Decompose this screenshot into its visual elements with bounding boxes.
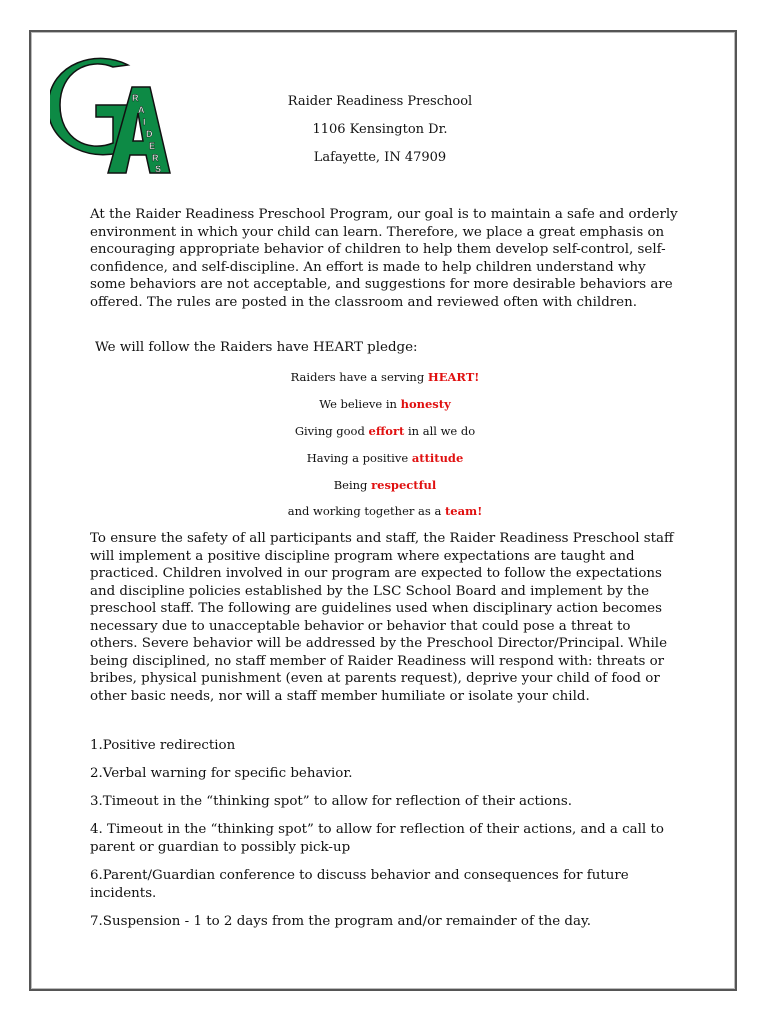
pledge-line: and working together as a team! <box>287 504 483 518</box>
pledge-highlight: attitude <box>411 451 464 465</box>
school-city: Lafayette, IN 47909 <box>313 150 447 165</box>
logo-letter: D <box>146 129 153 139</box>
logo-letter: E <box>149 141 156 151</box>
discipline-step: 3.Timeout in the “thinking spot” to allow for reflection of their actions. <box>90 794 572 809</box>
pledge-line: Raiders have a serving HEART! <box>290 370 480 384</box>
school-address: 1106 Kensington Dr. <box>312 122 448 137</box>
logo-letter: S <box>155 164 162 174</box>
logo-letter: A <box>138 105 145 115</box>
pledge-line: Being respectful <box>333 478 437 492</box>
discipline-step: 4. Timeout in the “thinking spot” to allow for reflection of their actions, and a call to parent or guardian to possibly pick-up <box>90 822 664 855</box>
pledge-line: Giving good effort in all we do <box>294 424 476 438</box>
discipline-step: 7.Suspension - 1 to 2 days from the program and/or remainder of the day. <box>90 914 591 929</box>
pledge-highlight: effort <box>368 424 405 438</box>
logo-letter: R <box>152 153 159 163</box>
pledge-highlight: respectful <box>371 478 437 492</box>
school-header <box>190 92 570 176</box>
pledge-line: Having a positive attitude <box>306 451 464 465</box>
pledge-highlight: honesty <box>400 397 451 411</box>
safety-paragraph: To ensure the safety of all participants and staff, the Raider Readiness Preschool staff will implement a positive discipline program where expectations are taught and practiced. Children involved in our program are expected to follow the expectations and discipline policies established by the LSC School Board and implement by the preschool staff. The following are guidelines used when disciplinary action becomes necessary due to unacceptable behavior or behavior that could pose a threat to others. Severe behavior will be addressed by the Preschool Director/Principal. While being disciplined, no staff member of Raider Readiness will respond with: threats or bribes, physical punishment (even at parents request), deprive your child of food or other basic needs, nor will a staff member humiliate or isolate your child. <box>90 531 674 704</box>
intro-paragraph: At the Raider Readiness Preschool Program, our goal is to maintain a safe and orderly environment in which your child can learn. Therefore, we place a great emphasis on encouraging appropriate behavior of children to help them develop self-control, self-confidence, and self-discipline. An effort is made to help children understand why some behaviors are not acceptable, and suggestions for more desirable behaviors are offered. The rules are posted in the classroom and reviewed often with children. <box>90 207 678 310</box>
pledge-highlight: team! <box>444 504 483 518</box>
pledge-highlight: HEART! <box>427 370 480 384</box>
pledge-line: We believe in honesty <box>319 397 451 411</box>
discipline-step: 6.Parent/Guardian conference to discuss behavior and consequences for future incidents. <box>90 868 629 901</box>
logo-letter: R <box>132 93 139 103</box>
discipline-step: 2.Verbal warning for specific behavior. <box>90 766 353 781</box>
logo-g-shape <box>50 58 128 154</box>
school-logo <box>50 55 175 177</box>
logo-letter: I <box>143 117 146 127</box>
discipline-step: 1.Positive redirection <box>90 738 236 753</box>
school-name: Raider Readiness Preschool <box>287 94 473 109</box>
pledge-intro: We will follow the Raiders have HEART pledge: <box>95 340 418 355</box>
